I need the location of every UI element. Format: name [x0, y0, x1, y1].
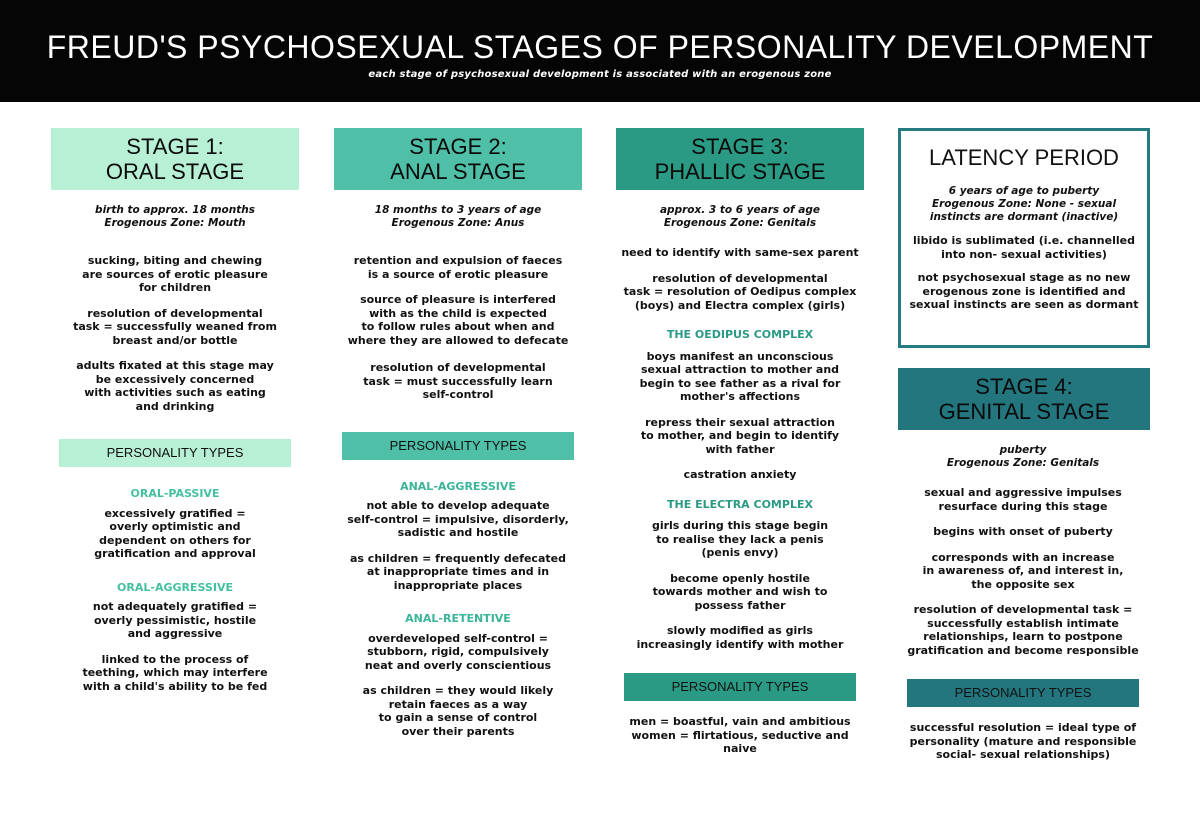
stage-2-personality-types-label: PERSONALITY TYPES: [342, 432, 574, 460]
text-line: successfully establish intimate: [927, 616, 1119, 630]
text-line: boys manifest an unconscious: [646, 349, 834, 363]
stage-3-title-box: [616, 128, 864, 190]
anal-retentive-note: [333, 684, 583, 738]
text-line: as children = frequently defecated: [350, 551, 566, 565]
stage-2-age: 18 months to 3 years of age: [374, 204, 542, 216]
stage-4-paragraph: [898, 486, 1148, 513]
text-line: resurface during this stage: [938, 499, 1108, 513]
stage-4-paragraph: [898, 603, 1148, 657]
text-line: erogenous zone is identified and: [922, 284, 1126, 298]
text-line: to gain a sense of control: [378, 711, 538, 724]
stage-1-paragraph: [50, 359, 300, 413]
electra-text: [615, 624, 865, 651]
stage-2-name: ANAL STAGE: [390, 159, 526, 184]
text-line: sexual attraction to mother and: [640, 363, 840, 376]
stage-4-paragraph: [898, 551, 1148, 592]
latency-age: 6 years of age to puberty: [948, 185, 1100, 197]
stage-1-meta: [50, 204, 300, 230]
text-line: retention and expulsion of faeces: [353, 254, 563, 267]
stage-4-meta: [898, 444, 1148, 470]
text-line: gratification and become responsible: [907, 643, 1139, 657]
text-line: relationships, learn to postpone: [923, 630, 1123, 643]
stage-4-personality-types-label: PERSONALITY TYPES: [907, 679, 1139, 707]
oedipus-text: [615, 350, 865, 404]
text-line: to follow rules about when and: [361, 320, 555, 333]
text-line: towards mother and wish to: [652, 585, 828, 598]
stage-1-name: ORAL STAGE: [105, 159, 245, 184]
text-line: mother's affections: [679, 390, 801, 403]
latency-title: LATENCY PERIOD: [929, 145, 1119, 170]
stage-2-title-box: [334, 128, 582, 190]
stage-1-paragraph: [50, 254, 300, 295]
page-title: FREUD'S PSYCHOSEXUAL STAGES OF PERSONALITY DEVELOPMENT: [46, 29, 1154, 65]
text-line: to mother, and begin to identify: [640, 429, 840, 442]
text-line: (penis envy): [701, 546, 779, 559]
text-line: men = boastful, vain and ambitious: [629, 715, 851, 728]
latency-paragraph: [901, 271, 1147, 312]
text-line: excessively gratified =: [104, 506, 246, 520]
stage-3-age: approx. 3 to 6 years of age: [659, 204, 821, 216]
text-line: with activities such as eating: [84, 386, 266, 399]
stage-2-zone: Erogenous Zone: Anus: [391, 217, 525, 229]
oral-aggressive-heading: ORAL-AGGRESSIVE: [117, 580, 233, 594]
text-line: girls during this stage begin: [651, 519, 829, 532]
text-line: sexual and aggressive impulses: [924, 486, 1122, 499]
oedipus-text: [615, 468, 865, 482]
anal-aggressive-heading: ANAL-AGGRESSIVE: [400, 479, 516, 493]
text-line: and aggressive: [127, 627, 223, 640]
text-line: libido is sublimated (i.e. channelled: [913, 234, 1135, 247]
electra-complex-heading: THE ELECTRA COMPLEX: [667, 497, 813, 511]
text-line: source of pleasure is interfered: [360, 293, 556, 306]
oedipus-text: [615, 416, 865, 457]
stage-3-column: [615, 128, 865, 756]
stage-3-personality-types-label: PERSONALITY TYPES: [624, 673, 856, 701]
stage-4-name: GENITAL STAGE: [938, 399, 1110, 424]
stage-1-personality-types-label: PERSONALITY TYPES: [59, 439, 291, 467]
text-line: linked to the process of: [101, 652, 249, 666]
text-line: for children: [138, 281, 212, 294]
text-line: resolution of developmental: [87, 306, 263, 320]
text-line: dependent on others for: [99, 533, 251, 547]
stage-2-paragraph: [333, 361, 583, 402]
stage-1-column: [50, 128, 300, 693]
text-line: overly optimistic and: [109, 520, 241, 533]
text-line: neat and overly conscientious: [364, 658, 552, 672]
stage-4-types-text: [898, 721, 1148, 762]
oral-aggressive-note: [50, 653, 300, 694]
stage-2-column: [333, 128, 583, 738]
text-line: are sources of erotic pleasure: [82, 267, 268, 281]
text-line: castration anxiety: [683, 468, 797, 481]
stage-2-meta: [333, 204, 583, 230]
text-line: overdeveloped self-control =: [368, 631, 548, 645]
text-line: not psychosexual stage as no new: [917, 271, 1131, 284]
stage-3-meta: [615, 204, 865, 230]
text-line: not able to develop adequate: [366, 499, 550, 512]
text-line: personality (mature and responsible: [909, 734, 1137, 748]
anal-aggressive-note: [333, 552, 583, 593]
latency-and-stage-4-column: [898, 128, 1148, 762]
stage-3-types-text: [615, 715, 865, 756]
stage-1-paragraph: [50, 307, 300, 348]
text-line: begin to see father as a rival for: [639, 376, 841, 390]
stage-3-name: PHALLIC STAGE: [654, 159, 826, 184]
text-line: begins with onset of puberty: [933, 525, 1113, 538]
text-line: overly pessimistic, hostile: [93, 613, 257, 627]
stage-3-paragraph: [615, 272, 865, 313]
text-line: self-control = impulsive, disorderly,: [347, 512, 569, 526]
text-line: social- sexual relationships): [935, 748, 1111, 761]
oral-aggressive-text: [50, 600, 300, 641]
text-line: over their parents: [401, 724, 515, 738]
text-line: sucking, biting and chewing: [87, 254, 263, 267]
text-line: naive: [723, 742, 757, 755]
text-line: successful resolution = ideal type of: [909, 721, 1137, 734]
text-line: stubborn, rigid, compulsively: [367, 645, 549, 658]
text-line: increasingly identify with mother: [636, 637, 844, 651]
text-line: with as the child is expected: [369, 306, 547, 320]
text-line: the opposite sex: [971, 577, 1075, 591]
stage-4-zone: Erogenous Zone: Genitals: [946, 457, 1100, 469]
text-line: (boys) and Electra complex (girls): [634, 298, 846, 312]
text-line: to realise they lack a penis: [656, 532, 824, 546]
stage-3-number: STAGE 3:: [691, 134, 789, 159]
text-line: as children = they would likely: [362, 684, 554, 697]
stage-4-age: puberty: [999, 444, 1047, 456]
latency-meta: [901, 185, 1147, 224]
text-line: breast and/or bottle: [112, 333, 238, 347]
text-line: need to identify with same-sex parent: [621, 246, 859, 259]
electra-text: [615, 572, 865, 613]
anal-retentive-text: [333, 632, 583, 673]
text-line: women = flirtatious, seductive and: [631, 728, 849, 742]
text-line: in awareness of, and interest in,: [922, 564, 1124, 577]
text-line: sexual instincts are seen as dormant: [909, 298, 1139, 311]
latency-period-box: [898, 128, 1150, 348]
text-line: with father: [705, 442, 775, 456]
electra-text: [615, 519, 865, 560]
text-line: gratification and approval: [94, 547, 256, 560]
stage-1-zone: Erogenous Zone: Mouth: [104, 217, 246, 229]
anal-retentive-heading: ANAL-RETENTIVE: [405, 612, 511, 625]
text-line: not adequately gratified =: [92, 600, 258, 613]
stage-1-number: STAGE 1:: [126, 134, 224, 159]
text-line: resolution of developmental: [652, 271, 828, 285]
text-line: possess father: [694, 598, 786, 612]
text-line: where they are allowed to defecate: [347, 333, 569, 347]
text-line: retain faeces as a way: [388, 697, 528, 711]
stage-4-number: STAGE 4:: [975, 374, 1073, 399]
stage-2-number: STAGE 2:: [409, 134, 507, 159]
text-line: into non- sexual activities): [941, 247, 1107, 261]
oral-passive-text: [50, 507, 300, 561]
stage-4-paragraph: [898, 525, 1148, 539]
text-line: teething, which may interfere: [82, 666, 268, 679]
stage-1-title-box: [51, 128, 299, 190]
oral-passive-heading: ORAL-PASSIVE: [130, 487, 220, 500]
latency-zone-detail: instincts are dormant (inactive): [929, 211, 1119, 223]
stage-4-title-box: [898, 368, 1150, 430]
stage-2-paragraph: [333, 254, 583, 281]
stage-2-paragraph: [333, 293, 583, 347]
latency-paragraph: [901, 234, 1147, 261]
text-line: task = resolution of Oedipus complex: [623, 285, 857, 298]
anal-aggressive-text: [333, 499, 583, 540]
text-line: adults fixated at this stage may: [76, 359, 274, 372]
text-line: resolution of developmental task =: [913, 603, 1133, 616]
text-line: and drinking: [135, 399, 215, 413]
text-line: is a source of erotic pleasure: [367, 267, 549, 281]
oedipus-complex-heading: THE OEDIPUS COMPLEX: [666, 328, 814, 341]
text-line: repress their sexual attraction: [645, 415, 835, 429]
page-subtitle: each stage of psychosexual development is associated with an erogenous zone: [368, 69, 832, 80]
text-line: inappropriate places: [393, 578, 523, 592]
text-line: resolution of developmental: [370, 361, 546, 374]
text-line: corresponds with an increase: [931, 550, 1115, 564]
text-line: at inappropriate times and in: [366, 565, 550, 578]
stage-1-age: birth to approx. 18 months: [95, 204, 255, 216]
header-banner: [0, 0, 1200, 102]
stage-3-zone: Erogenous Zone: Genitals: [663, 217, 817, 229]
text-line: be excessively concerned: [95, 372, 255, 386]
text-line: slowly modified as girls: [667, 624, 813, 637]
text-line: task = successfully weaned from: [73, 320, 277, 333]
text-line: become openly hostile: [670, 571, 810, 585]
text-line: sadistic and hostile: [397, 526, 519, 539]
text-line: with a child's ability to be fed: [82, 679, 268, 693]
latency-zone: Erogenous Zone: None - sexual: [931, 198, 1117, 210]
stage-3-paragraph: [615, 246, 865, 260]
text-line: self-control: [422, 388, 494, 401]
text-line: task = must successfully learn: [363, 374, 553, 388]
